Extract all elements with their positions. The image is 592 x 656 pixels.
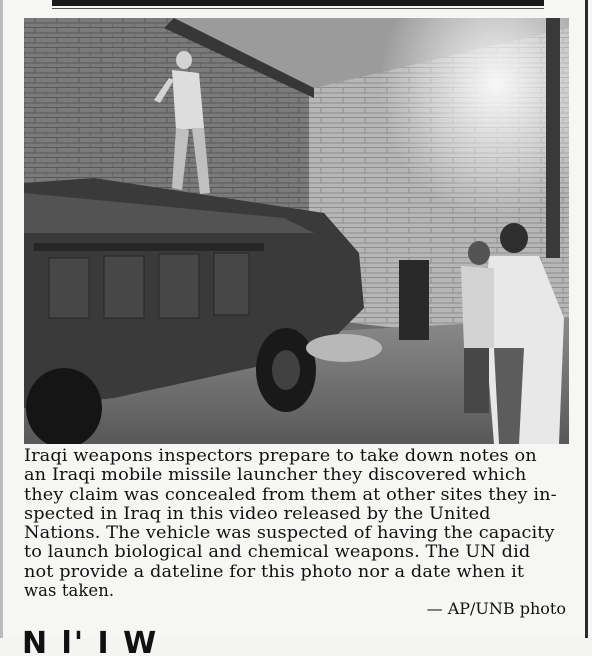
top-rule-thin [52,8,544,9]
caption-line: to launch biological and chemical weapons. The UN did [24,542,531,562]
caption-line: not provide a dateline for this photo nor a date when it [24,561,525,581]
photo-credit: — AP/UNB photo [426,599,566,618]
top-rule [52,0,544,6]
caption-line: they claim was concealed from them at other sites they in- [24,484,557,504]
caption-line: Iraqi weapons inspectors prepare to take down notes on [24,446,537,465]
caption-line: Nations. The vehicle was suspected of having the capacity [24,523,555,543]
photo-caption [24,446,569,600]
caption-line: was taken. [24,581,115,601]
caption-line: an Iraqi mobile missile launcher they discovered which [24,465,527,485]
page-edge [0,0,3,638]
news-photo [24,18,569,444]
caption-line: spected in Iraq in this video released by the United [24,503,491,523]
next-headline-fragment: N l' I W [22,626,159,656]
